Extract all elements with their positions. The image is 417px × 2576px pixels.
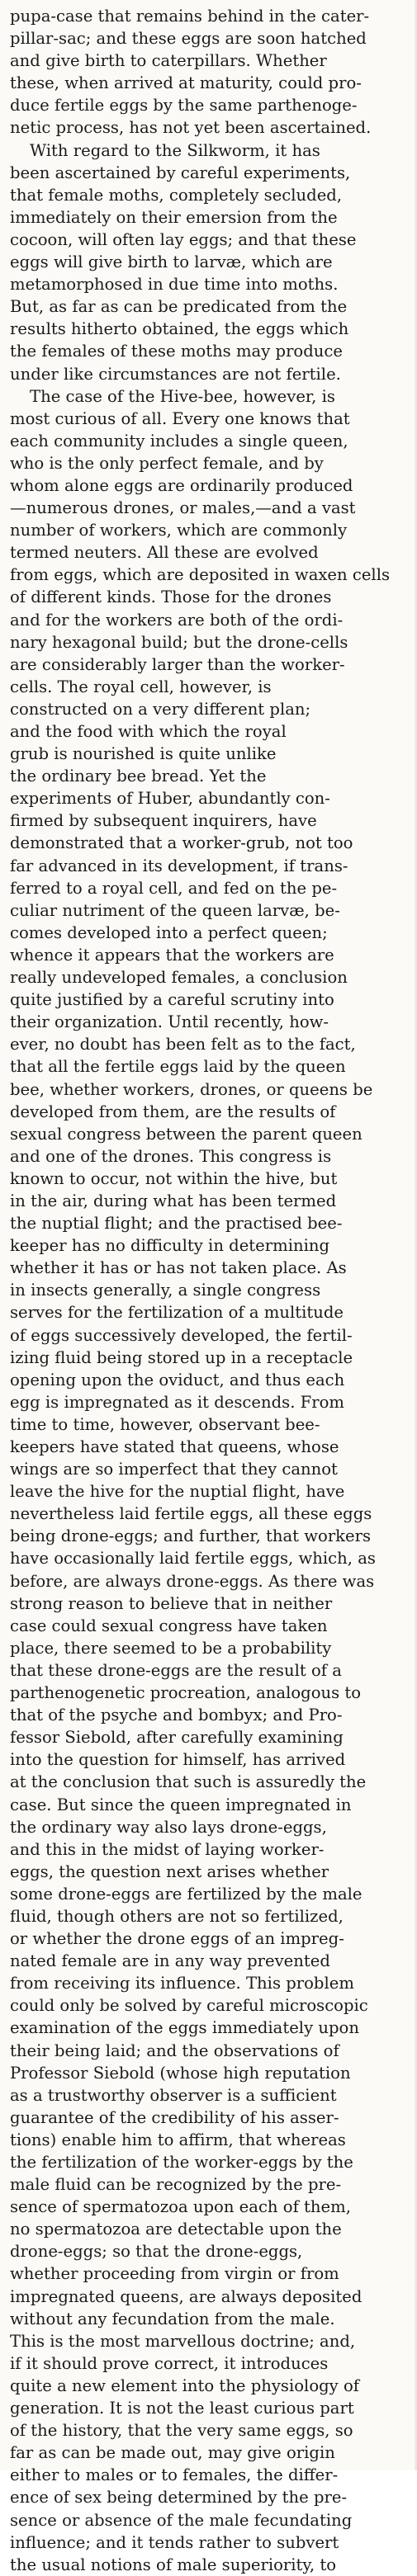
text-line: sexual congress between the parent queen: [10, 1124, 363, 1144]
text-line: male fluid can be recognized by the pre-: [10, 2175, 342, 2195]
text-line: known to occur, not within the hive, but: [10, 1168, 338, 1188]
text-line: or whether the drone eggs of an impreg-: [10, 1929, 344, 1949]
text-line: cocoon, will often lay eggs; and that these: [10, 229, 357, 249]
text-line: could only be solved by careful microscopic: [10, 1996, 368, 2016]
text-line: leave the hive for the nuptial flight, have: [10, 1482, 345, 1502]
text-line: of eggs successively developed, the fertil-: [10, 1325, 353, 1345]
text-line: experiments of Huber, abundantly con-: [10, 789, 330, 809]
text-line: and the food with which the royal: [10, 722, 287, 741]
text-line: firmed by subsequent inquirers, have: [10, 811, 317, 831]
text-line: in insects generally, a single congress: [10, 1281, 321, 1300]
text-line: whence it appears that the workers are: [10, 945, 334, 965]
text-line: izing fluid being stored up in a receptacle: [10, 1347, 353, 1367]
text-line: the nuptial flight; and the practised bee-: [10, 1214, 343, 1234]
text-line: termed neuters. All these are evolved: [10, 543, 319, 563]
text-line: the usual notions of male superiority, to: [10, 2555, 337, 2574]
text-line: each community includes a single queen,: [10, 431, 348, 451]
text-line: some drone-eggs are fertilized by the male: [10, 1884, 363, 1904]
text-line: nary hexagonal build; but the drone-cells: [10, 632, 348, 652]
text-line: and give birth to caterpillars. Whether: [10, 51, 327, 71]
text-line: keeper has no difficulty in determining: [10, 1236, 330, 1256]
text-line: Professor Siebold (whose high reputation: [10, 2063, 351, 2083]
text-line: of the history, that the very same eggs, so: [10, 2421, 353, 2441]
text-line: With regard to the Silkworm, it has: [30, 140, 320, 160]
text-line: time to time, however, observant bee-: [10, 1414, 320, 1434]
text-line: immediately on their emersion from the: [10, 207, 338, 227]
text-line: as a trustworthy observer is a sufficient: [10, 2085, 337, 2105]
text-line: ever, no doubt has been felt as to the fact,: [10, 1035, 356, 1054]
text-line: ferred to a royal cell, and fed on the pe-: [10, 878, 338, 898]
text-line: strong reason to believe that in neither: [10, 1593, 333, 1613]
text-line: their being laid; and the observations of: [10, 2041, 339, 2060]
text-line: eggs will give birth to larvæ, which are: [10, 252, 333, 272]
text-line: whether it has or has not taken place. As: [10, 1258, 347, 1278]
text-line: wings are so imperfect that they cannot: [10, 1460, 338, 1479]
text-line: whether proceeding from virgin or from: [10, 2264, 339, 2284]
text-line: The case of the Hive-bee, however, is: [30, 386, 335, 406]
text-line: at the conclusion that such is assuredly the: [10, 1772, 367, 1792]
text-line: if it should prove correct, it introduces: [10, 2353, 329, 2373]
text-line: grub is nourished is quite unlike: [10, 744, 277, 764]
text-line: netic process, has not yet been ascertained.: [10, 118, 372, 138]
text-line: bee, whether workers, drones, or queens be: [10, 1079, 373, 1099]
text-line: cells. The royal cell, however, is: [10, 677, 272, 696]
text-line: fessor Siebold, after carefully examining: [10, 1728, 344, 1748]
text-line: who is the only perfect female, and by: [10, 453, 324, 473]
text-line: ence of sex being determined by the pre-: [10, 2488, 348, 2508]
text-line: tions) enable him to affirm, that whereas: [10, 2130, 346, 2149]
text-line: from eggs, which are deposited in waxen cells: [10, 565, 391, 585]
text-line: of different kinds. Those for the drones: [10, 587, 332, 607]
text-line: nevertheless laid fertile eggs, all these eggs: [10, 1504, 372, 1524]
text-line: far as can be made out, may give origin: [10, 2443, 335, 2463]
text-line: their organization. Until recently, how-: [10, 1012, 329, 1032]
text-line: that female moths, completely secluded,: [10, 185, 343, 205]
text-line: and for the workers are both of the ordi-: [10, 610, 344, 630]
text-line: metamorphosed in due time into moths.: [10, 275, 339, 295]
text-line: that all the fertile eggs laid by the queen: [10, 1057, 346, 1077]
text-line: before, are always drone-eggs. As there was: [10, 1571, 375, 1591]
text-line: pupa-case that remains behind in the cater-: [10, 7, 370, 26]
text-line: been ascertained by careful experiments,: [10, 163, 351, 182]
text-line: opening upon the oviduct, and thus each: [10, 1370, 345, 1389]
text-line: duce fertile eggs by the same parthenoge-: [10, 96, 358, 116]
text-line: keepers have stated that queens, whose: [10, 1437, 339, 1456]
text-line: and one of the drones. This congress is: [10, 1146, 332, 1166]
text-line: whom alone eggs are ordinarily produced: [10, 475, 353, 495]
text-line: developed from them, are the results of: [10, 1102, 336, 1121]
text-line: quite justified by a careful scrutiny into: [10, 990, 334, 1010]
text-line: But, as far as can be predicated from the: [10, 297, 348, 317]
text-line: sence of spermatozoa upon each of them,: [10, 2197, 351, 2217]
text-line: either to males or to females, the differ-: [10, 2465, 339, 2485]
text-line: most curious of all. Every one knows that: [10, 408, 350, 428]
text-line: these, when arrived at maturity, could pro-: [10, 73, 362, 93]
text-line: far advanced in its development, if trans-: [10, 856, 348, 875]
text-line: examination of the eggs immediately upon: [10, 2018, 359, 2038]
text-line: culiar nutriment of the queen larvæ, be-: [10, 900, 340, 920]
text-line: case could sexual congress have taken: [10, 1616, 328, 1635]
text-line: eggs, the question next arises whether: [10, 1861, 329, 1881]
text-line: generation. It is not the least curious part: [10, 2399, 354, 2418]
text-line: nated female are in any way prevented: [10, 1951, 330, 1971]
text-line: quite a new element into the physiology of: [10, 2375, 360, 2395]
text-line: have occasionally laid fertile eggs, which, as: [10, 1549, 376, 1569]
text-line: This is the most marvellous doctrine; and,: [10, 2331, 356, 2351]
text-line: the ordinary way also lays drone-eggs,: [10, 1817, 327, 1837]
text-line: into the question for himself, has arrived: [10, 1750, 346, 1770]
text-line: guarantee of the credibility of his asser-: [10, 2107, 339, 2127]
text-line: without any fecundation from the male.: [10, 2309, 335, 2328]
text-line: constructed on a very different plan;: [10, 699, 311, 719]
text-line: results hitherto obtained, the eggs which: [10, 319, 349, 339]
text-line: really undeveloped females, a conclusion: [10, 968, 348, 988]
text-line: the fertilization of the worker-eggs by the: [10, 2153, 353, 2172]
text-line: sence or absence of the male fecundating: [10, 2510, 353, 2530]
text-line: number of workers, which are commonly: [10, 521, 348, 540]
text-line: that these drone-eggs are the result of a: [10, 1660, 342, 1680]
text-line: the ordinary bee bread. Yet the: [10, 767, 267, 786]
text-line: parthenogenetic procreation, analogous to: [10, 1683, 362, 1703]
text-line: in the air, during what has been termed: [10, 1191, 337, 1210]
text-line: are considerably larger than the worker-: [10, 654, 345, 674]
text-line: demonstrated that a worker-grub, not too: [10, 833, 353, 853]
text-line: and this in the midst of laying worker-: [10, 1839, 325, 1859]
text-line: influence; and it tends rather to subvert: [10, 2532, 339, 2552]
text-line: from receiving its influence. This problem: [10, 1974, 354, 1993]
text-line: the females of these moths may produce: [10, 342, 343, 361]
text-line: serves for the fertilization of a multitude: [10, 1303, 344, 1323]
text-line: place, there seemed to be a probability: [10, 1638, 332, 1658]
text-line: drone-eggs; so that the drone-eggs,: [10, 2242, 303, 2262]
text-line: comes developed into a perfect queen;: [10, 922, 328, 942]
text-line: fluid, though others are not so fertilized,: [10, 1906, 344, 1926]
text-line: pillar-sac; and these eggs are soon hatched: [10, 29, 367, 49]
text-line: egg is impregnated as it descends. From: [10, 1392, 345, 1412]
text-line: no spermatozoa are detectable upon the: [10, 2220, 342, 2239]
text-line: being drone-eggs; and further, that workers: [10, 1526, 372, 1546]
text-line: that of the psyche and bombyx; and Pro-: [10, 1706, 343, 1725]
text-line: under like circumstances are not fertile.: [10, 364, 341, 384]
text-line: impregnated queens, are always deposited: [10, 2286, 363, 2306]
text-line: case. But since the queen impregnated in: [10, 1795, 352, 1814]
text-line: —numerous drones, or males,—and a vast: [10, 498, 356, 518]
article-column: [10, 5, 411, 2576]
